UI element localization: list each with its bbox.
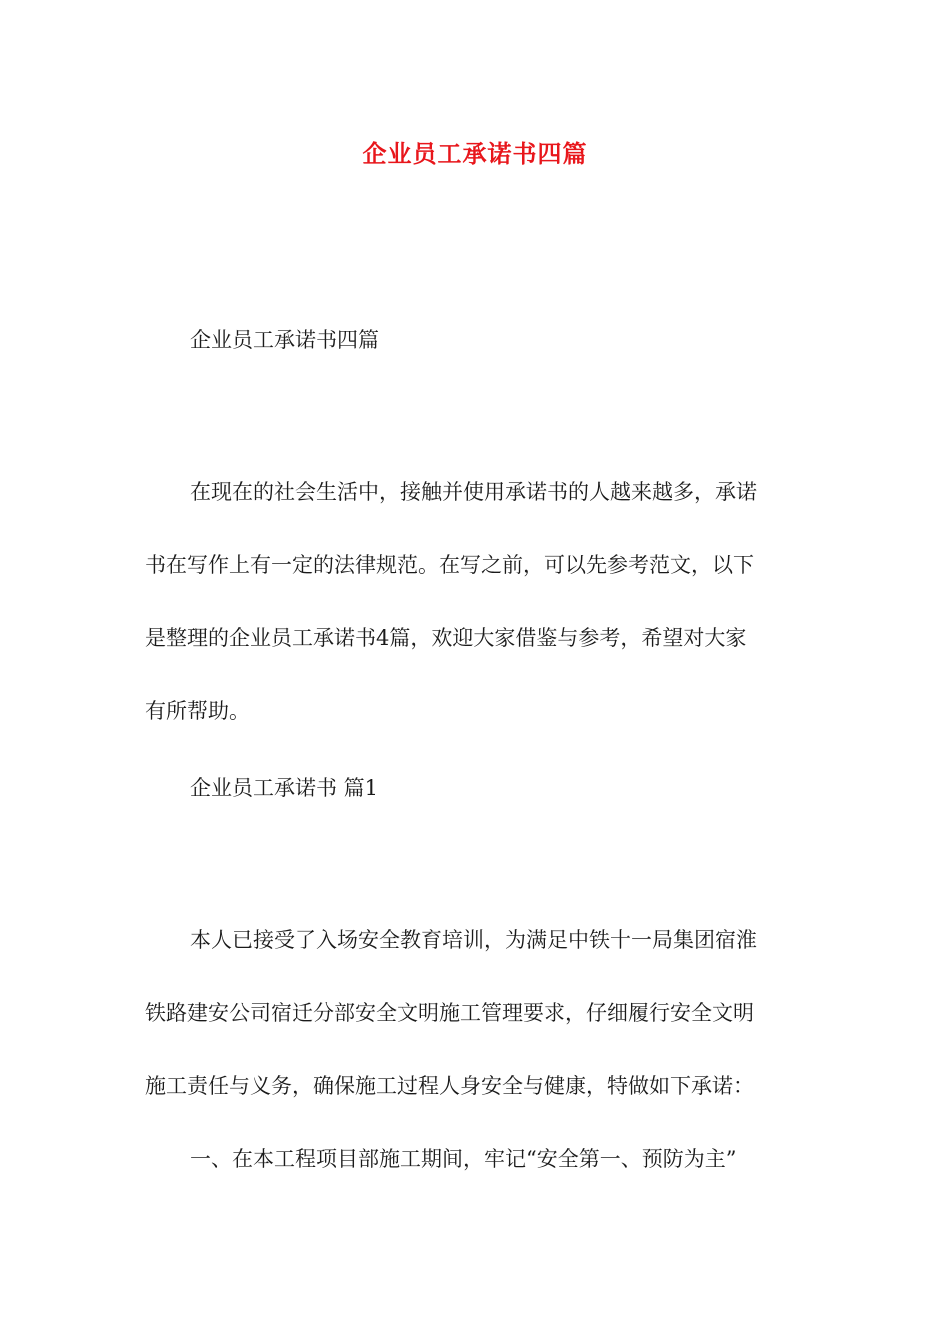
- intro-line-1: 在现在的社会生活中，接触并使用承诺书的人越来越多，承诺: [190, 480, 757, 504]
- section-title-1: 企业员工承诺书 篇1: [190, 776, 379, 800]
- document-title: 企业员工承诺书四篇: [362, 139, 588, 168]
- body-line-4: 一、在本工程项目部施工期间，牢记“安全第一、预防为主”: [190, 1147, 737, 1171]
- section-heading: 企业员工承诺书四篇: [190, 328, 379, 352]
- intro-line-3: 是整理的企业员工承诺书4篇，欢迎大家借鉴与参考，希望对大家: [145, 626, 747, 650]
- intro-line-2: 书在写作上有一定的法律规范。在写之前，可以先参考范文，以下: [145, 553, 754, 577]
- body-line-3: 施工责任与义务，确保施工过程人身安全与健康，特做如下承诺：: [145, 1074, 754, 1098]
- intro-line-4: 有所帮助。: [145, 699, 250, 723]
- body-line-2: 铁路建安公司宿迁分部安全文明施工管理要求，仔细履行安全文明: [145, 1001, 754, 1025]
- body-line-1: 本人已接受了入场安全教育培训，为满足中铁十一局集团宿淮: [190, 928, 757, 952]
